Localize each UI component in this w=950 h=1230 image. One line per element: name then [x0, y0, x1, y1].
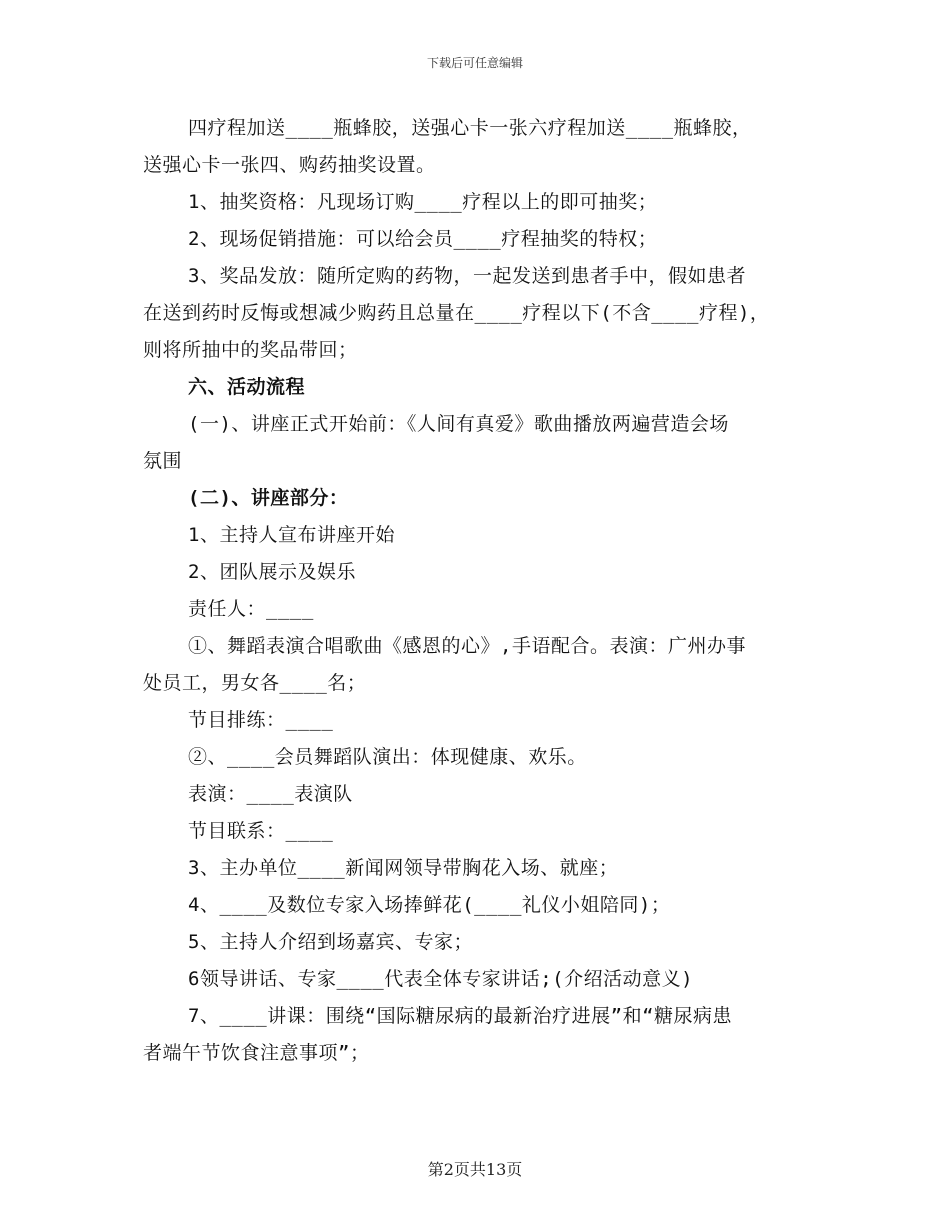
paragraph-line: 1、抽奖资格：凡现场订购____疗程以上的即可抽奖；: [188, 191, 658, 213]
paragraph-line: 1、主持人宣布讲座开始: [188, 524, 395, 546]
paragraph-line: 4、____及数位专家入场捧鲜花(____礼仪小姐陪同)；: [188, 894, 671, 916]
section-heading: 六、活动流程: [188, 376, 306, 398]
paragraph-line: 2、团队展示及娱乐: [188, 561, 356, 583]
document-body: [143, 110, 808, 1072]
paragraph-line: 节目排练：____: [188, 709, 334, 731]
paragraph-line: 处员工，男女各____名；: [143, 672, 367, 694]
paragraph-line: 5、主持人介绍到场嘉宾、专家；: [188, 931, 473, 953]
paragraph-line: (一)、讲座正式开始前：《人间有真爱》歌曲播放两遍营造会场: [188, 413, 729, 435]
paragraph-line: 7、____讲课：围绕“国际糖尿病的最新治疗进展”和“糖尿病患: [188, 1005, 733, 1027]
paragraph-line: 6领导讲话、专家____代表全体专家讲话;(介绍活动意义): [188, 968, 694, 990]
paragraph-line: 在送到药时反悔或想减少购药且总量在____疗程以下(不含____疗程)，: [143, 302, 770, 324]
paragraph-line: 者端午节饮食注意事项”；: [143, 1042, 370, 1064]
paragraph-line: 节目联系：____: [188, 820, 334, 842]
page-number: 第2页共13页: [427, 1160, 523, 1179]
paragraph-line: 责任人：____: [188, 598, 314, 620]
paragraph-line: 3、奖品发放：随所定购的药物，一起发送到患者手中，假如患者: [188, 265, 746, 287]
paragraph-line: 送强心卡一张四、购药抽奖设置。: [143, 154, 436, 176]
paragraph-line: 则将所抽中的奖品带回；: [143, 339, 358, 361]
paragraph-line: 3、主办单位____新闻网领导带胸花入场、就座；: [188, 857, 619, 879]
paragraph-line: 2、现场促销措施：可以给会员____疗程抽奖的特权；: [188, 228, 658, 250]
subsection-heading: (二)、讲座部分：: [188, 487, 349, 509]
paragraph-line: 氛围: [143, 450, 183, 472]
header-note: 下载后可任意编辑: [426, 56, 523, 70]
paragraph-line: ①、舞蹈表演合唱歌曲《感恩的心》,手语配合。表演：广州办事: [188, 635, 746, 657]
paragraph-line: 表演：____表演队: [188, 783, 353, 805]
paragraph-line: ②、____会员舞蹈队演出：体现健康、欢乐。: [188, 746, 587, 768]
paragraph-line: 四疗程加送____瓶蜂胶，送强心卡一张六疗程加送____瓶蜂胶，: [188, 117, 752, 139]
